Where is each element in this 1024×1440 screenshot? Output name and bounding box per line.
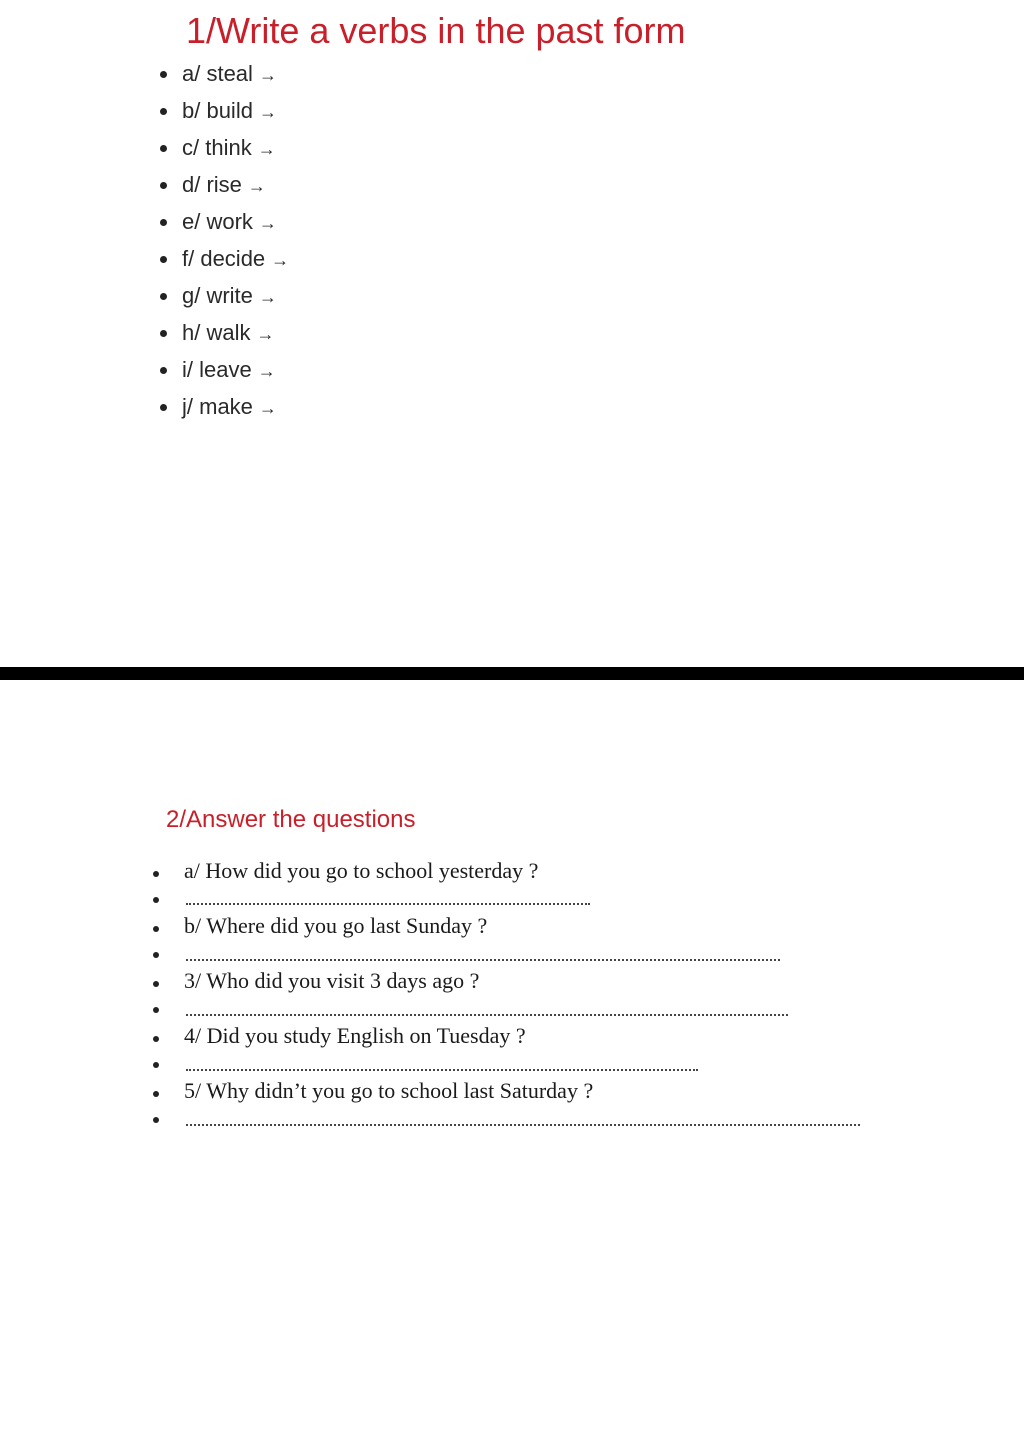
verb-label: a/ steal xyxy=(182,61,253,86)
page-divider xyxy=(0,667,1024,680)
arrow-right-icon: → xyxy=(258,213,277,233)
arrow-right-icon: → xyxy=(258,287,277,307)
bullet-icon xyxy=(160,367,167,374)
bullet-icon xyxy=(160,330,167,337)
dotted-answer-line[interactable] xyxy=(186,903,590,905)
bullet-icon xyxy=(153,1091,159,1097)
question-text: 5/ Why didn’t you go to school last Saturday ? xyxy=(184,1078,594,1103)
dotted-answer-line[interactable] xyxy=(186,959,780,961)
verb-label: b/ build xyxy=(182,98,253,123)
arrow-right-icon: → xyxy=(257,139,276,159)
bullet-icon xyxy=(160,108,167,115)
dotted-answer-line[interactable] xyxy=(186,1124,860,1126)
bullet-icon xyxy=(160,71,167,78)
bullet-icon xyxy=(153,1062,159,1068)
arrow-right-icon: → xyxy=(258,398,277,418)
bullet-icon xyxy=(153,871,159,877)
dotted-answer-line[interactable] xyxy=(186,1014,788,1016)
arrow-right-icon: → xyxy=(247,176,266,196)
question-text: b/ Where did you go last Sunday ? xyxy=(184,913,488,938)
bullet-icon xyxy=(153,981,159,987)
arrow-right-icon: → xyxy=(258,65,277,85)
verb-label: j/ make xyxy=(182,394,253,419)
question-text: a/ How did you go to school yesterday ? xyxy=(184,858,539,883)
bullet-icon xyxy=(153,1036,159,1042)
bullet-icon xyxy=(160,256,167,263)
arrow-right-icon: → xyxy=(271,250,290,270)
bullet-icon xyxy=(153,897,159,903)
verb-label: f/ decide xyxy=(182,246,266,271)
question-text: 3/ Who did you visit 3 days ago ? xyxy=(184,968,480,993)
arrow-right-icon: → xyxy=(257,361,276,381)
bullet-icon xyxy=(160,182,167,189)
arrow-right-icon: → xyxy=(258,102,277,122)
verb-label: d/ rise xyxy=(182,172,242,197)
section-2-title: 2/Answer the questions xyxy=(166,806,416,833)
verb-label: h/ walk xyxy=(182,320,251,345)
section-1-title: 1/Write a verbs in the past form xyxy=(186,10,686,51)
verb-label: i/ leave xyxy=(182,357,252,382)
bullet-icon xyxy=(153,926,159,932)
bullet-icon xyxy=(160,145,167,152)
bullet-icon xyxy=(153,1007,159,1013)
bullet-icon xyxy=(160,293,167,300)
dotted-answer-line[interactable] xyxy=(186,1069,698,1071)
arrow-right-icon: → xyxy=(256,324,275,344)
bullet-icon xyxy=(153,952,159,958)
verb-label: e/ work xyxy=(182,209,253,234)
verb-label: c/ think xyxy=(182,135,252,160)
bullet-icon xyxy=(160,219,167,226)
bullet-icon xyxy=(160,404,167,411)
verb-label: g/ write xyxy=(182,283,253,308)
question-text: 4/ Did you study English on Tuesday ? xyxy=(184,1023,526,1048)
bullet-icon xyxy=(153,1117,159,1123)
